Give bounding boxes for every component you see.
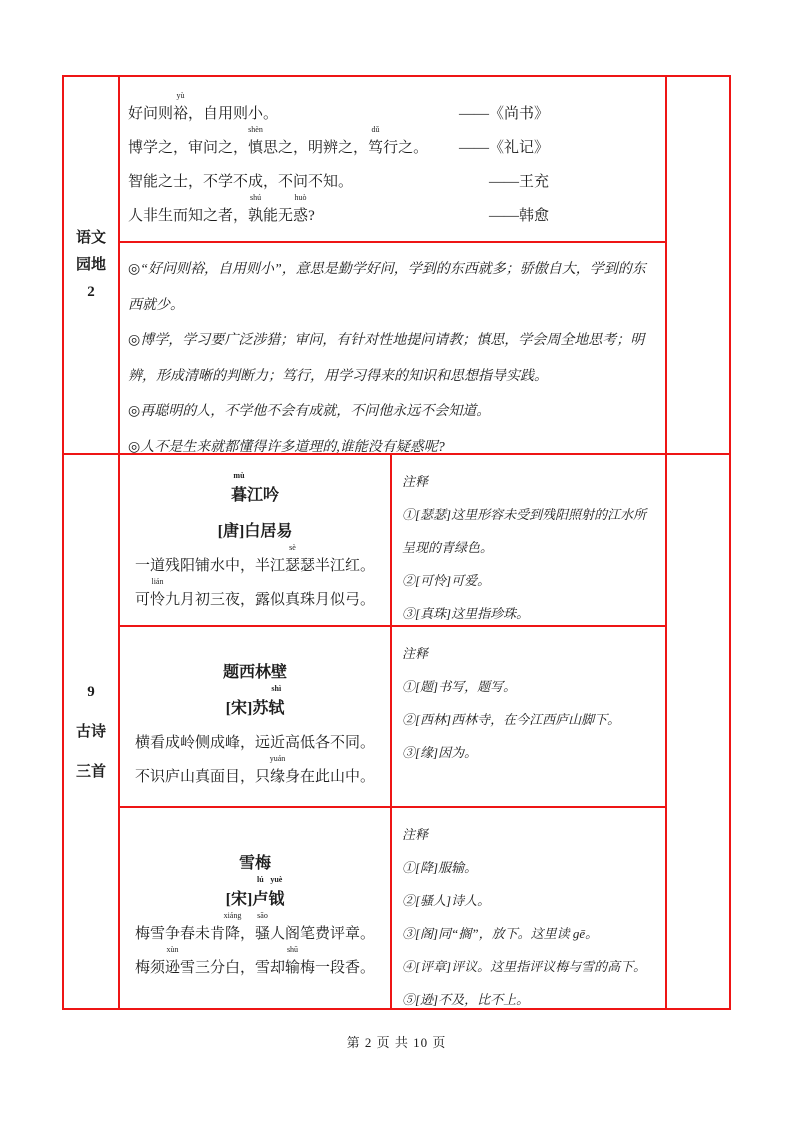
- pinyin-label: xùn: [166, 945, 179, 954]
- notes-list: [402, 670, 657, 769]
- poem-title: 暮 mù 江吟: [230, 471, 280, 504]
- pinyin-label: dǔ: [371, 125, 380, 134]
- notes-heading: 注释: [402, 474, 429, 489]
- pinyin-annotated-char: 裕 yù: [173, 91, 189, 122]
- poem-notes-cell: [392, 627, 665, 806]
- poem-author: [宋] 卢 lú 钺 yuè: [225, 875, 285, 908]
- poem-line: 一道残阳铺水中，半江 瑟 sè 瑟半江红。: [134, 543, 376, 574]
- poem-cell: [120, 808, 392, 1008]
- pinyin-label: sè: [289, 543, 296, 552]
- quotes-cell: [120, 77, 665, 243]
- quote-source: ——《尚书》: [458, 106, 549, 122]
- pinyin-annotated-char: 笃 dǔ: [368, 125, 384, 156]
- pinyin-annotated-char: 暮 mù: [230, 471, 247, 504]
- text-line: 语文: [75, 229, 106, 246]
- poem-row-mujiangyin: [120, 455, 665, 627]
- poem-author: [唐]白居易: [217, 523, 293, 540]
- note-item: ②[骚人]诗人。: [402, 893, 491, 908]
- explanation-item: ◎博学，学习要广泛涉猎；审问，有针对性地提问请教；慎思，学会周全地思考；明辨，形成清晰的判断力；笃行，用学习得来的知识和思想指导实践。: [128, 333, 645, 384]
- pinyin-annotated-char: 孰 shú: [248, 193, 264, 224]
- pinyin-label: xiáng: [223, 911, 242, 920]
- note-item: ①[题]书写，题写。: [402, 679, 517, 694]
- pinyin-annotated-char: 输 shū: [285, 945, 301, 976]
- pinyin-annotated-char: 惑 huò: [293, 193, 309, 224]
- note-item: ④[评章]评议。这里指评议梅与雪的高下。: [402, 959, 647, 974]
- poem-line: 横看成岭侧成峰，远近高低各不同。: [134, 734, 375, 751]
- quote-line: [128, 89, 549, 123]
- quote-source: ——韩愈: [488, 208, 549, 224]
- page-number: 第 2 页 共 10 页: [346, 1035, 447, 1050]
- poem-cell: [120, 627, 392, 806]
- quote-text: 人非生而知之者，孰 shú 能无惑 huò ?: [128, 193, 315, 224]
- lesson-table: [62, 75, 731, 1010]
- explanations-cell: [120, 243, 665, 455]
- note-item: ②[西林]西林寺，在今江西庐山脚下。: [402, 712, 621, 727]
- quote-line: [128, 157, 549, 191]
- poem-line: 梅须 逊 xùn 雪三分白，雪却 输 shū 梅一段香。: [134, 945, 376, 976]
- note-item: ⑤[逊]不及，比不上。: [402, 992, 530, 1007]
- empty-cell: [667, 455, 729, 1008]
- poem-notes-cell: [392, 808, 665, 1008]
- explanation-item: ◎人不是生来就都懂得许多道理的,谁能没有疑惑呢?: [128, 439, 445, 455]
- note-item: ③[真珠]这里指珍珠。: [402, 606, 530, 621]
- pinyin-label: yuán: [269, 753, 286, 763]
- poem-title: 题西林壁: [222, 663, 287, 681]
- notes-heading: 注释: [402, 646, 429, 661]
- text-line: 园地: [75, 256, 106, 273]
- pinyin-label: huò: [294, 193, 307, 202]
- text-line: 古诗: [75, 723, 106, 740]
- quote-line: [128, 191, 549, 225]
- pinyin-annotated-char: 怜 lián: [149, 577, 165, 608]
- content-column: [120, 77, 665, 1008]
- poem-title: 雪梅: [238, 855, 271, 872]
- note-item: ③[缘]因为。: [402, 745, 478, 760]
- empty-right-column: [665, 77, 729, 1008]
- poem-notes-cell: [392, 455, 665, 625]
- pinyin-label: mù: [233, 471, 245, 480]
- quote-line: [128, 123, 549, 157]
- notes-heading: 注释: [402, 827, 429, 842]
- section-label-gushi-sanshou: [64, 455, 118, 1008]
- poem-line: 可 怜 lián 九月初三夜，露似真珠月似弓。: [134, 577, 376, 608]
- pinyin-annotated-char: 逊 xùn: [164, 945, 180, 976]
- pinyin-label: shì: [271, 683, 282, 693]
- pinyin-label: lián: [151, 577, 164, 586]
- pinyin-label: yù: [176, 91, 185, 100]
- quote-source: ——王充: [488, 174, 549, 190]
- section-label-yuwen-yuandi-2: [64, 77, 118, 455]
- pinyin-label: yuè: [270, 875, 283, 884]
- empty-cell: [667, 77, 729, 455]
- poem-row-xuemei: [120, 808, 665, 1008]
- pinyin-label: shèn: [248, 125, 263, 134]
- pinyin-annotated-char: 轼 shì: [268, 683, 285, 717]
- explanation-item: ◎再聪明的人，不学他不会有成就，不问他永远不会知道。: [128, 404, 491, 419]
- pinyin-annotated-char: 瑟 sè: [284, 543, 300, 574]
- poem-cell: [120, 455, 392, 625]
- pinyin-annotated-char: 骚 sāo: [255, 911, 271, 942]
- notes-list: [402, 498, 657, 630]
- quote-text: 智能之士，不学不成，不问不知。: [128, 174, 354, 190]
- label-column: [64, 77, 120, 1008]
- pinyin-annotated-char: 降 xiáng: [223, 911, 242, 942]
- text-line: 9: [87, 683, 95, 700]
- pinyin-label: shū: [286, 945, 299, 954]
- poem-author: [宋]苏 轼 shì: [225, 683, 285, 717]
- note-item: ①[瑟瑟]这里形容未受到残阳照射的江水所呈现的青绿色。: [402, 507, 647, 555]
- pinyin-annotated-char: 钺 yuè: [268, 875, 285, 908]
- pinyin-annotated-char: 慎 shèn: [248, 125, 264, 156]
- poem-line: 梅雪争春未肯 降 xiáng ， 骚 sāo 人阁笔费评章。: [134, 911, 376, 942]
- note-item: ②[可怜]可爱。: [402, 573, 491, 588]
- text-line: 2: [87, 283, 95, 300]
- pinyin-annotated-char: 缘 yuán: [269, 753, 286, 785]
- quote-text: 博学之，审问之，慎 shèn 思之，明辨之，笃 dǔ 行之。: [128, 125, 429, 156]
- quote-text: 好问则裕 yù ，自用则小。: [128, 91, 279, 122]
- pinyin-label: shú: [249, 193, 262, 202]
- text-line: 三首: [75, 763, 106, 780]
- quote-source: ——《礼记》: [458, 140, 549, 156]
- note-item: ③[阁]同“搁”，放下。这里读 gē。: [402, 926, 599, 941]
- pinyin-label: sāo: [257, 911, 268, 920]
- pinyin-label: lú: [256, 875, 264, 884]
- explanation-item: ◎“好问则裕，自用则小”，意思是勤学好问，学到的东西就多；骄傲自大，学到的东西就少。: [128, 262, 646, 313]
- pinyin-annotated-char: 卢 lú: [252, 875, 269, 908]
- note-item: ①[降]服输。: [402, 860, 478, 875]
- poem-line: 不识庐山真面目，只 缘 yuán 身在此山中。: [134, 753, 376, 785]
- poem-row-tixilinbi: [120, 627, 665, 808]
- notes-list: [402, 851, 657, 1016]
